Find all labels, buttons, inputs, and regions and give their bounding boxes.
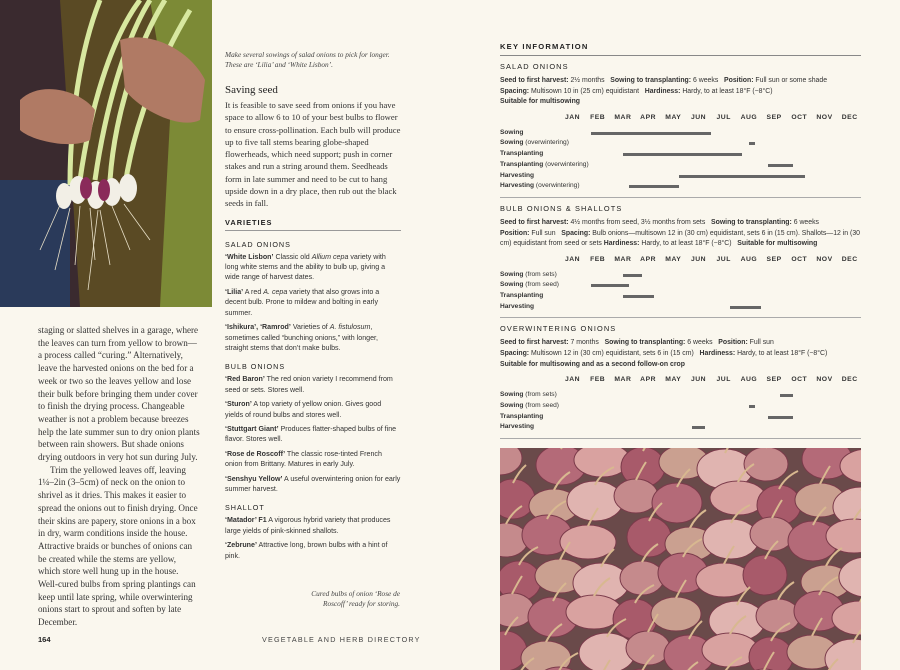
month-label: FEB [590,376,606,384]
crop-sections [500,62,861,439]
month-label: MAR [614,376,632,384]
variety-entry: ‘Stuttgart Giant’ Produces flatter-shaped bulbs of fine flavor. Stores well. [225,424,397,444]
crop-section-title: BULB ONIONS & SHALLOTS [500,203,623,213]
activity-row [500,160,861,171]
timing-bar [768,416,793,419]
variety-group-heading: BULB ONIONS [225,362,286,372]
month-label: APR [640,113,657,121]
month-label: AUG [740,255,758,263]
variety-entry: ‘Red Baron’ The red onion variety I recommend from seed or sets. Stores well. [225,375,393,394]
activity-label: Sowing (from sets) [500,270,557,278]
month-label: NOV [816,376,833,384]
activity-row [500,291,861,302]
variety-entry: ‘Sturon’ A top variety of yellow onion. Gives good yields of round bulbs and stores well. [225,400,382,419]
activity-label: Transplanting [500,412,544,420]
activity-row [500,422,861,433]
botanical-name: A. cepa [263,287,288,296]
timing-bar [623,274,642,277]
body-paragraph: Trim the yellowed leaves off, leaving 1¼–2in (3–5cm) of neck on the onion to shrivel as it dries. This makes it easier to spread the onions out to finish drying. Once their skins are papery, store onions in a box in dry, warm conditions inside the house. Attractive braids or bunches of onions can be created while the stems are yellow, which store well hung up in the house. Well-cured bulbs from spring plantings can keep until late spring, while overwintering onions start to sprout and soften by late December. [38,464,198,628]
month-label: JAN [564,113,581,121]
activity-label: Sowing (from seed) [500,281,559,289]
month-label: JUL [716,113,731,121]
body-paragraph: staging or slatted shelves in a garage, where the leaves can turn from yellow to brown—a process called “curing.” Alternatively, leave the harvested onions on the bed for a week or two so the leaves yellow and lose their bulk before bringing them under cover to finish the drying process. Changeable weather is not a problem because breezes help the late summer sun to dry onion plants between rain showers. But shade onions drying outdoors in very hot sun during July. [38,325,200,463]
activity-label: Sowing [500,128,524,136]
variety-entry: ‘Zebrune’ Attractive long, brown bulbs with a hint of pink. [225,541,388,560]
month-label: OCT [791,113,808,121]
variety-groups [225,240,401,561]
photo-caption: Cured bulbs of onion ‘Rose de Roscoff’ ready for storing. [311,589,400,608]
month-label: JUN [690,255,707,263]
activity-label: Transplanting [500,292,544,300]
variety-name: ‘Ishikura’, ‘Ramrod’ [225,323,291,332]
activity-row [500,412,861,423]
activity-label: Harvesting (overwintering) [500,182,580,190]
saving-seed-text: It is feasible to save seed from onions if you have space to allow 6 to 10 of your best bulbs to flower to ensure cross-pollination. Each bulb will produce up to five tall stems bearing globe-shaped flowerheads, which need support; push in corner stakes and run a string around them. Seedheads form in late summer and need to be cut to hang upside down in a dry place, then rub out the black seeds in fall. [225,100,401,209]
activity-row [500,390,861,401]
timing-bar [768,164,793,167]
month-axis [500,376,861,390]
activity-label: Harvesting [500,171,535,179]
month-label: JUL [716,255,731,263]
activity-row [500,302,861,313]
activity-row [500,128,861,139]
variety-entry: ‘White Lisbon’ Classic old Allium cepa variety with long white stems and the ability to bulb up, giving a wide range of harvest dates. [225,252,386,282]
month-label: FEB [590,255,606,263]
page-number: 164 [38,635,51,644]
activity-row [500,171,861,182]
activity-row [500,149,861,160]
month-label: JAN [564,255,581,263]
month-label: APR [640,376,657,384]
spring-onions-photo [0,0,212,307]
variety-name: ‘Lilia’ [225,287,244,296]
timing-bar [780,394,793,397]
month-label: MAR [614,255,632,263]
month-label: SEP [766,376,782,384]
variety-group-heading: SALAD ONIONS [225,239,291,249]
photo-caption: Make several sowings of salad onions to pick for longer. These are ‘Lilia’ and ‘White Lisbon’. [225,50,390,69]
variety-name: ‘Senshyu Yellow’ [225,474,283,483]
month-label: AUG [740,113,758,121]
timing-bar [692,426,705,429]
activity-label: Transplanting [500,150,544,158]
crop-section-title: OVERWINTERING ONIONS [500,324,617,334]
timing-bar [730,306,762,309]
timing-bar [749,405,755,408]
key-information-heading: KEY INFORMATION [500,42,861,56]
variety-name: ‘Sturon’ [225,400,252,409]
timing-bar [623,153,743,156]
sidebar-column [225,50,401,565]
running-head: VEGETABLE AND HERB DIRECTORY [262,635,421,644]
body-text-column [38,324,200,629]
crop-info-text: Seed to first harvest: 2½ months Sowing to transplanting: 6 weeks Position: Full sun or some shade Spacing: Multisown 10 in (25 cm) equidistant Hardiness: Hardy, to at least 18°F (−8°C) Suitable for multisowing [500,77,828,106]
month-label: AUG [740,376,758,384]
crop-section [500,324,861,439]
activity-row [500,270,861,281]
key-information-panel [500,42,861,439]
variety-entry: ‘Rose de Roscoff’ The classic rose-tinted French onion from Brittany. Matures in early July. [225,449,382,469]
crop-section [500,204,861,319]
varieties-heading: VARIETIES [225,218,401,231]
timing-bar [679,175,805,178]
month-label: JUN [690,376,707,384]
variety-name: ‘Red Baron’ [225,375,265,384]
activity-row [500,280,861,291]
shallots-photo [500,448,861,670]
timing-bar [591,284,629,287]
crop-info-text: Seed to first harvest: 4½ months from seed, 3½ months from sets Sowing to transplanting: 6 weeks Position: Full sun Spacing: Bulb onions—multisown 12 in (30 cm) equidistant, sets 6 in (15 cm). Shallots—12 in (30 cm) equidistant from seed or sets Hardiness: Hardy, to at least 18°F (−8°C) Suitable for multisowing [500,218,861,248]
month-label: DEC [841,376,858,384]
variety-name: ‘Matador’ F1 [225,516,267,525]
saving-seed-heading: Saving seed [225,84,278,96]
activity-label: Sowing (from seed) [500,401,559,409]
activity-row [500,401,861,412]
month-label: SEP [766,255,782,263]
activity-label: Harvesting [500,302,535,310]
month-label: JAN [564,376,581,384]
activity-label: Transplanting (overwintering) [500,160,589,168]
variety-entry: ‘Lilia’ A red A. cepa variety that also grows into a decent bulb. Prone to mildew and bolting in early summer. [225,287,380,317]
month-label: OCT [791,255,808,263]
timing-bar [749,142,755,145]
month-label: SEP [766,113,782,121]
month-label: DEC [841,255,858,263]
month-label: APR [640,255,657,263]
month-label: FEB [590,113,606,121]
month-label: JUL [716,376,731,384]
variety-entry: ‘Senshyu Yellow’ A useful overwintering onion for early summer harvest. [225,474,401,493]
activity-row [500,181,861,192]
month-label: MAY [665,113,682,121]
timing-bar [629,185,679,188]
month-axis [500,114,861,128]
variety-entry: ‘Ishikura’, ‘Ramrod’ Varieties of A. fistulosum, sometimes called “bunching onions,” with longer, straight stems that don’t make bulbs. [225,323,378,352]
activity-row [500,138,861,149]
activity-label: Sowing (overwintering) [500,139,569,147]
crop-info-text: Seed to first harvest: 7 months Sowing to transplanting: 6 weeks Position: Full sun Spacing: Multisown 12 in (30 cm) equidistant, sets 6 in (15 cm) Hardiness: Hardy, to at least 18°F (−8°C) Suitable for multisowing and as a second follow-on crop [500,339,828,368]
variety-name: ‘Zebrune’ [225,541,257,550]
variety-group-heading: SHALLOT [225,503,265,513]
month-label: JUN [690,113,707,121]
month-label: MAY [665,255,682,263]
month-label: MAY [665,376,682,384]
month-label: DEC [841,113,858,121]
botanical-name: Allium cepa [311,252,349,261]
variety-name: ‘Stuttgart Giant’ [225,424,279,433]
crop-section-title: SALAD ONIONS [500,62,569,71]
month-label: NOV [816,113,833,121]
crop-section [500,62,861,198]
variety-entry: ‘Matador’ F1 A vigorous hybrid variety that produces large yields of pink-skinned shallots. [225,516,391,535]
month-axis [500,256,861,270]
timing-bar [591,132,711,135]
activity-label: Sowing (from sets) [500,391,557,399]
activity-label: Harvesting [500,423,535,431]
botanical-name: A. fistulosum [329,323,371,332]
month-label: MAR [614,113,632,121]
month-label: NOV [816,255,833,263]
variety-name: ‘Rose de Roscoff’ [225,449,286,458]
variety-name: ‘White Lisbon’ [225,252,274,261]
timing-bar [623,295,655,298]
month-label: OCT [791,376,808,384]
